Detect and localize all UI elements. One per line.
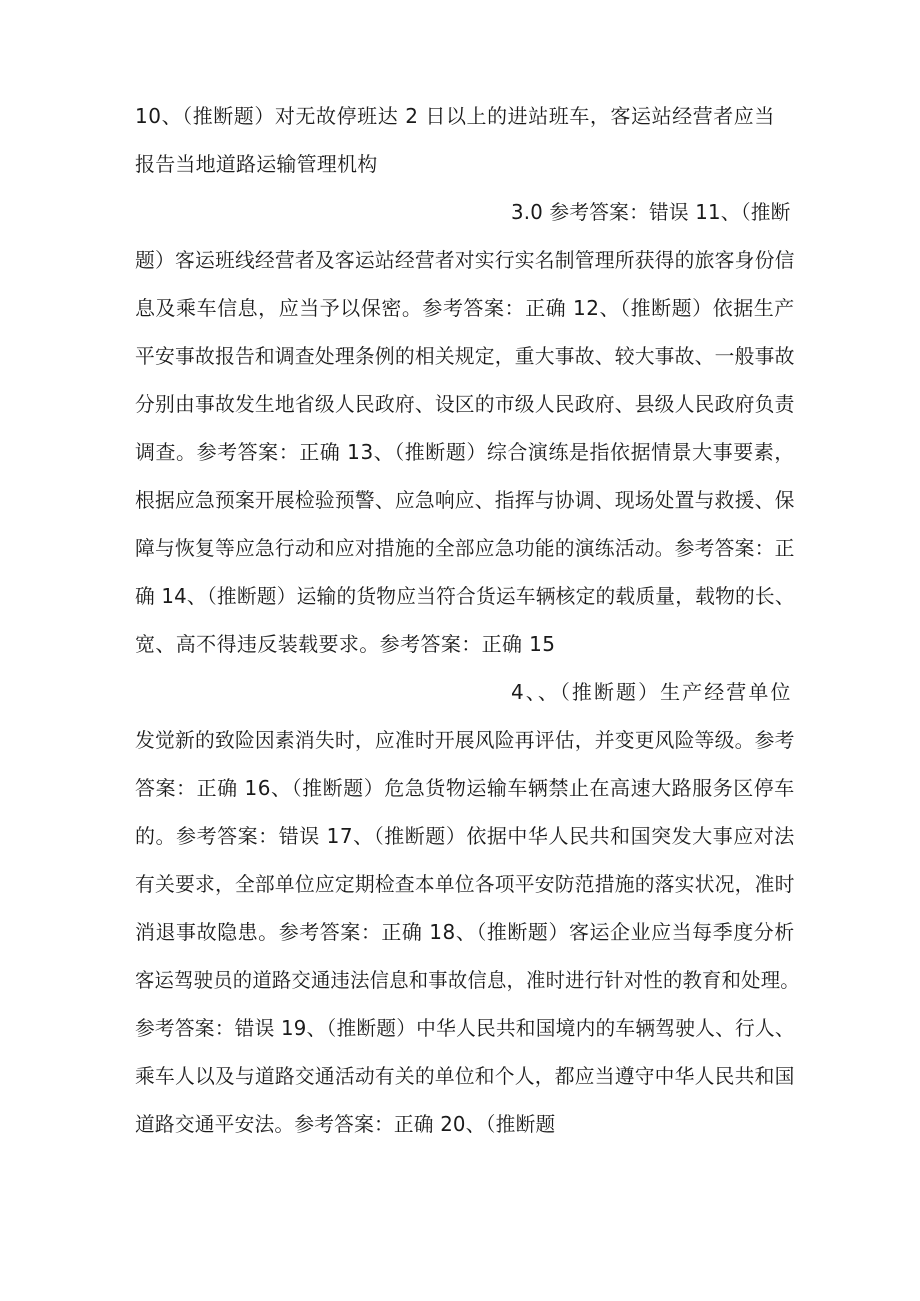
text-line: 确 14、（推断题）运输的货物应当符合货运车辆核定的载质量，载物的长、 bbox=[135, 584, 795, 608]
text-line: 客运驾驶员的道路交通违法信息和事故信息，准时进行针对性的教育和处理。 bbox=[135, 968, 800, 992]
text-line: 4、、（推断题）生产经营单位 bbox=[511, 680, 793, 704]
text-line: 消退事故隐患。参考答案：正确 18、（推断题）客运企业应当每季度分析 bbox=[135, 920, 795, 944]
text-line: 报告当地道路运输管理机构 bbox=[135, 152, 378, 176]
text-line: 道路交通平安法。参考答案：正确 20、（推断题 bbox=[135, 1112, 556, 1136]
text-line: 宽、高不得违反装载要求。参考答案：正确 15 bbox=[135, 632, 556, 656]
text-line: 根据应急预案开展检验预警、应急响应、指挥与协调、现场处置与救援、保 bbox=[135, 488, 795, 512]
text-line: 有关要求，全部单位应定期检查本单位各项平安防范措施的落实状况，准时 bbox=[135, 872, 795, 896]
text-line: 发觉新的致险因素消失时，应准时开展风险再评估，并变更风险等级。参考 bbox=[135, 728, 795, 752]
text-line: 分别由事故发生地省级人民政府、设区的市级人民政府、县级人民政府负责 bbox=[135, 392, 795, 416]
text-line: 息及乘车信息，应当予以保密。参考答案：正确 12、（推断题）依据生产 bbox=[135, 296, 795, 320]
text-line: 的。参考答案：错误 17、（推断题）依据中华人民共和国突发大事应对法 bbox=[135, 824, 795, 848]
text-line: 乘车人以及与道路交通活动有关的单位和个人，都应当遵守中华人民共和国 bbox=[135, 1064, 795, 1088]
text-line: 障与恢复等应急行动和应对措施的全部应急功能的演练活动。参考答案：正 bbox=[135, 536, 795, 560]
text-line: 平安事故报告和调查处理条例的相关规定，重大事故、较大事故、一般事故 bbox=[135, 344, 795, 368]
text-line: 参考答案：错误 19、（推断题）中华人民共和国境内的车辆驾驶人、行人、 bbox=[135, 1016, 795, 1040]
text-line: 10、（推断题）对无故停班达 2 日以上的进站班车，客运站经营者应当 bbox=[135, 104, 775, 128]
text-line: 答案：正确 16、（推断题）危急货物运输车辆禁止在高速大路服务区停车 bbox=[135, 776, 795, 800]
text-line: 题）客运班线经营者及客运站经营者对实行实名制管理所获得的旅客身份信 bbox=[135, 248, 795, 272]
text-line: 3.0 参考答案：错误 11、（推断 bbox=[511, 200, 791, 224]
text-line: 调查。参考答案：正确 13、（推断题）综合演练是指依据情景大事要素， bbox=[135, 440, 795, 464]
